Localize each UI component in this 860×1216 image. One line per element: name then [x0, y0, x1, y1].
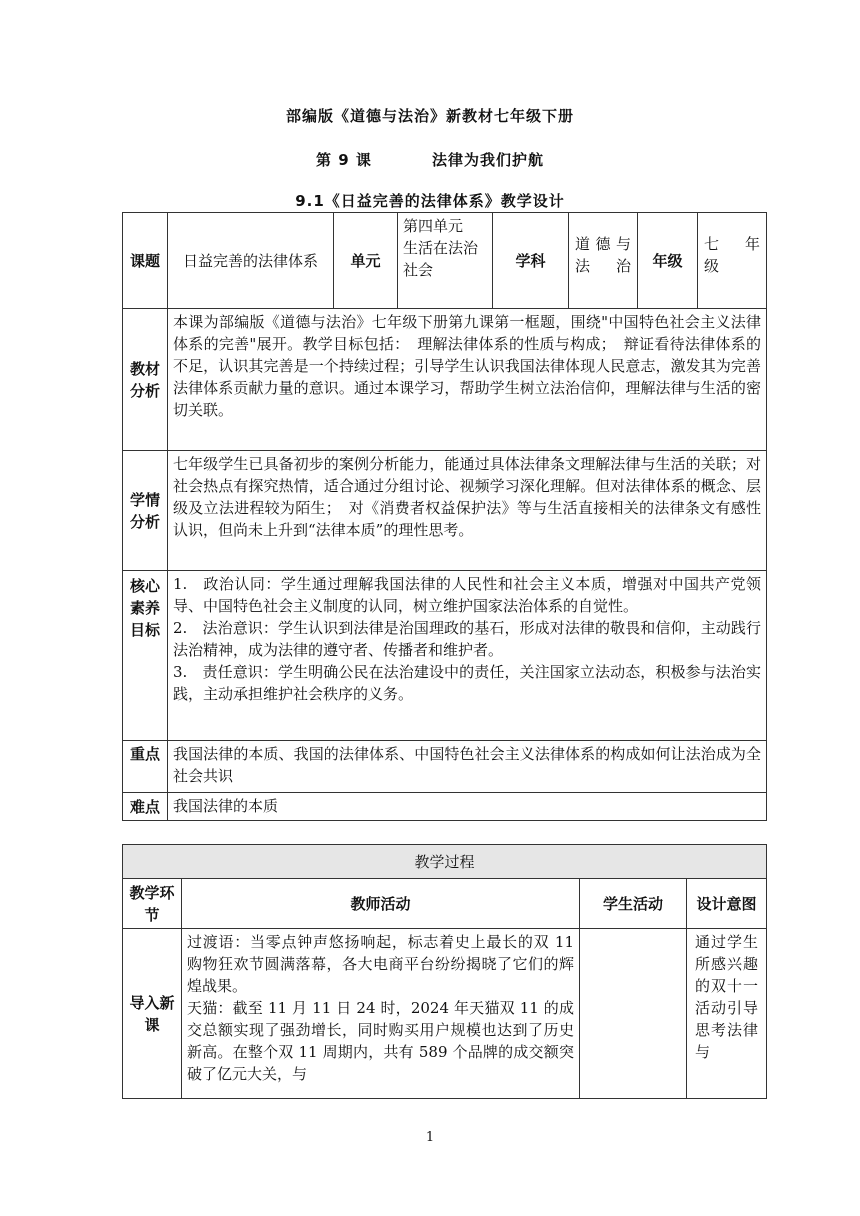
row-stage-intro: 导入新课 [123, 929, 182, 1099]
lesson-title [0, 149, 860, 170]
core-literacy-label: 核心素养目标 [123, 571, 168, 741]
key-point-text: 我国法律的本质、我国的法律体系、中国特色社会主义法律体系的构成如何让法治成为全社会共识 [168, 741, 767, 793]
row-student-activity [580, 929, 687, 1099]
lesson-name: 法律为我们护航 [431, 151, 544, 169]
grade-value: 七 年级 [698, 213, 767, 309]
row-teacher-activity [182, 929, 580, 1099]
subject-value: 道德与法治 [569, 213, 638, 309]
col-stage: 教学环节 [123, 879, 182, 929]
col-design-intent: 设计意图 [687, 879, 767, 929]
topic-label: 课题 [123, 213, 168, 309]
col-teacher-activity: 教师活动 [182, 879, 580, 929]
unit-label: 单元 [334, 213, 398, 309]
topic-value: 日益完善的法律体系 [168, 213, 334, 309]
core-item: 1. 政治认同：学生通过理解我国法律的人民性和社会主义本质，增强对中国共产党领导、中国特色社会主义制度的认同，树立维护国家法治体系的自觉性。 [173, 575, 761, 615]
lesson-number: 第 9 课 [316, 151, 372, 169]
unit-value: 第四单元 生活在法治社会 [398, 213, 493, 309]
subject-label: 学科 [493, 213, 569, 309]
col-student-activity: 学生活动 [580, 879, 687, 929]
core-item: 3. 责任意识：学生明确公民在法治建设中的责任，关注国家立法动态，积极参与法治实践，主动承担维护社会秩序的义务。 [173, 663, 761, 703]
textbook-analysis-label: 教材分析 [123, 309, 168, 451]
key-point-label: 重点 [123, 741, 168, 793]
document-title: 部编版《道德与法治》新教材七年级下册 [285, 107, 574, 125]
lesson-info-table [122, 212, 767, 821]
core-literacy-text [168, 571, 767, 741]
page-number: 1 [425, 1130, 435, 1145]
process-title: 教学过程 [123, 845, 767, 879]
teacher-paragraph: 过渡语：当零点钟声悠扬响起，标志着史上最长的双 11 购物狂欢节圆满落幕，各大电商平台纷纷揭晓了它们的辉煌战果。 [187, 933, 574, 995]
student-analysis-text: 七年级学生已具备初步的案例分析能力，能通过具体法律条文理解法律与生活的关联；对社会热点有探究热情，适合通过分组讨论、视频学习深化理解。但对法律体系的概念、层级及立法进程较为陌生； 对《消费者权益保护法》等与生活直接相关的法律条文有感性认识，但尚未上升到“法律本质”的理性思考。 [168, 451, 767, 571]
textbook-analysis-text: 本课为部编版《道德与法治》七年级下册第九课第一框题，围绕"中国特色社会主义法律体系的完善"展开。教学目标包括： 理解法律体系的性质与构成； 辩证看待法律体系的不足，认识其完善是一个持续过程；引导学生认识我国法律体现人民意志，激发其为完善法律体系贡献力量的意识。通过本课学习，帮助学生树立法治信仰，理解法律与生活的密切关联。 [168, 309, 767, 451]
section-title: 9.1《日益完善的法律体系》教学设计 [295, 192, 565, 210]
teaching-process-table [122, 844, 767, 1099]
core-item: 2. 法治意识：学生认识到法律是治国理政的基石，形成对法律的敬畏和信仰，主动践行法治精神，成为法律的遵守者、传播者和维护者。 [173, 619, 761, 659]
grade-label: 年级 [638, 213, 698, 309]
student-analysis-label: 学情分析 [123, 451, 168, 571]
teacher-paragraph: 天猫：截至 11 月 11 日 24 时，2024 年天猫双 11 的成交总额实现了强劲增长，同时购买用户规模也达到了历史新高。在整个双 11 周期内，共有 589 个品牌的成交额突破了亿元大关，与 [187, 999, 574, 1083]
row-design-intent: 通过学生所感兴趣的双十一活动引导思考法律与 [687, 929, 767, 1099]
difficult-point-label: 难点 [123, 793, 168, 821]
difficult-point-text: 我国法律的本质 [168, 793, 767, 821]
